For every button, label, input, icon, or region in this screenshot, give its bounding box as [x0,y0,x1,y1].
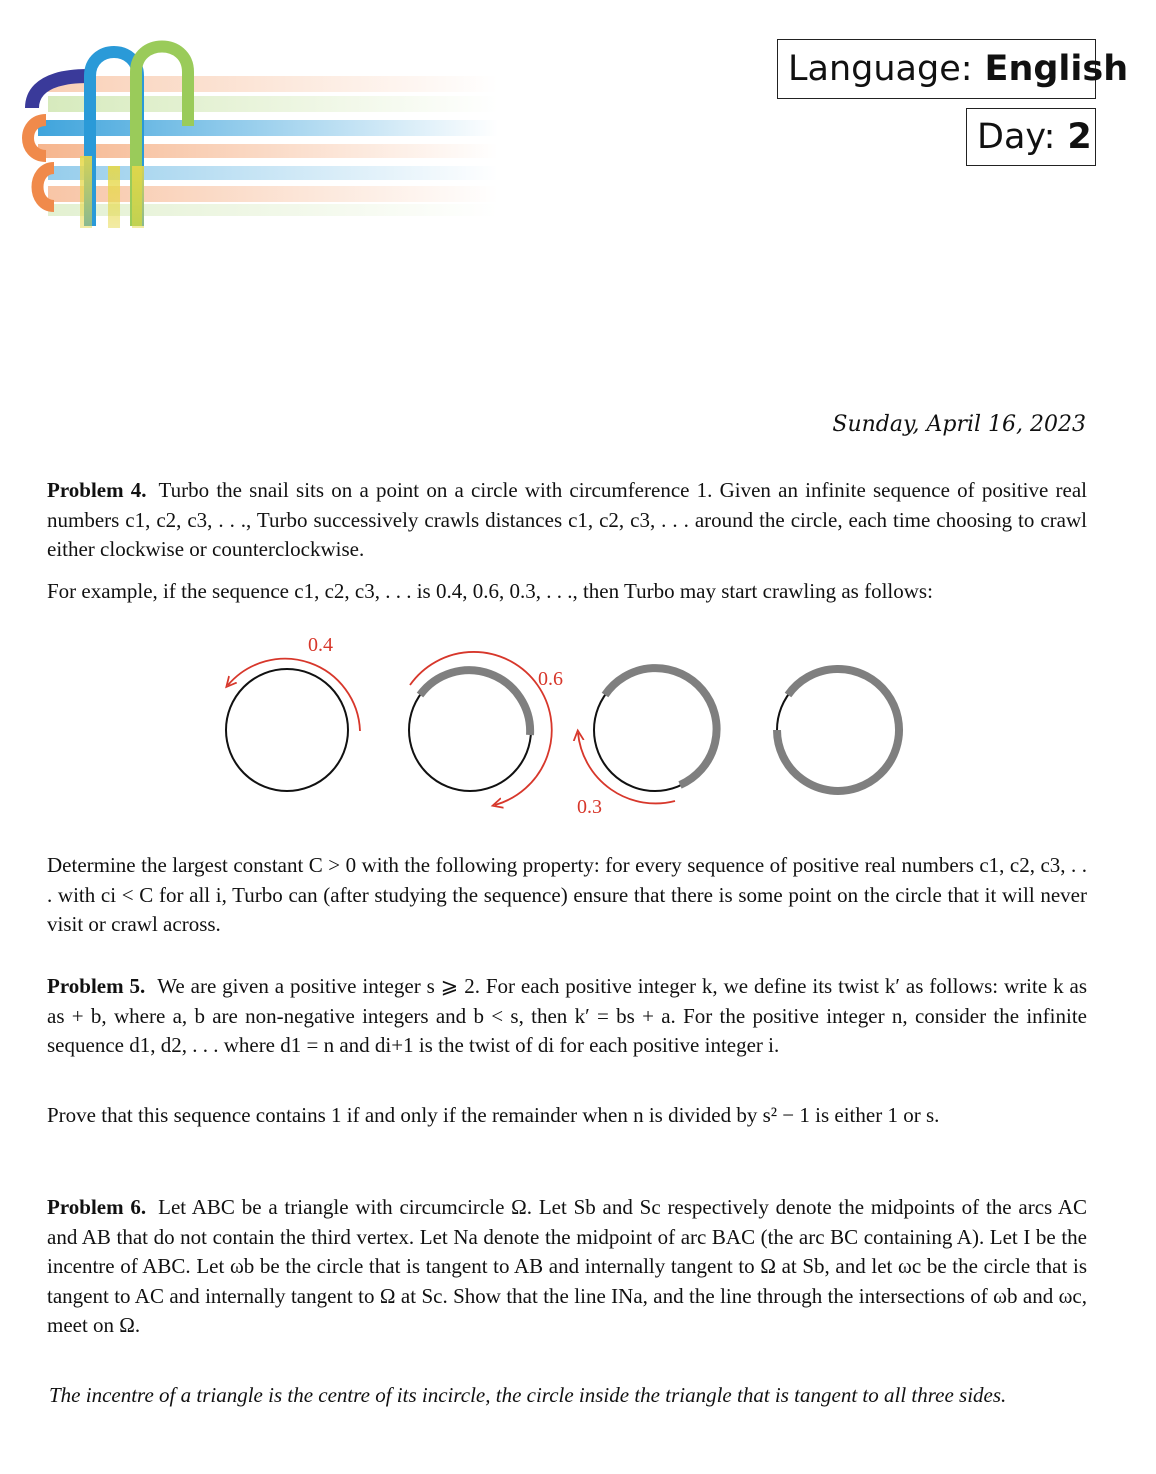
problem-5-body [47,972,1087,1061]
problem-4-question: Determine the largest constant C > 0 with the following property: for every sequence of positive real numbers c1, c2, c3, . . . with ci < C for all i, Turbo can (after studying the sequence) ensure that there is some point on the circle that it will never visit or crawl across. [47,853,1087,936]
egmo-logo [18,36,498,236]
problem-5-heading: Problem 5. [47,974,146,998]
label-0.3: 0.3 [577,796,602,818]
problem-6-body [47,1193,1087,1341]
problem-5-body-text: We are given a positive integer s ⩾ 2. For each positive integer k, we define its twist k′ as follows: write k as as + b, where a, b are non-negative integers and b < s, then k′ = bs + a. For the positive integer n, consider the infinite sequence d1, d2, . . . where d1 = n and di+1 is the twist of di for each positive integer i. [47,974,1087,1057]
exam-date: Sunday, April 16, 2023 [832,412,1086,437]
day-value: 2 [1067,117,1092,157]
diagram-circle-1 [226,669,348,791]
day-box [966,108,1096,166]
problem-4-example: For example, if the sequence c1, c2, c3, . . . is 0.4, 0.6, 0.3, . . ., then Turbo may start crawling as follows: [47,579,933,603]
problem-4-heading: Problem 4. [47,478,147,502]
language-label: Language: [788,49,973,89]
visited-arc-4 [777,669,899,791]
problem-5-claim: Prove that this sequence contains 1 if and only if the remainder when n is divided by s² − 1 is either 1 or s. [47,1103,940,1127]
problem-6-note: The incentre of a triangle is the centre of its incircle, the circle inside the triangle that is tangent to all three sides. [49,1383,1007,1407]
day-label: Day: [977,117,1056,157]
problem-6-heading: Problem 6. [47,1195,147,1219]
turbo-crawl-diagram [210,625,930,825]
problem-4-intro-text: Turbo the snail sits on a point on a circle with circumference 1. Given an infinite sequence of positive real numbers c1, c2, c3, . . ., Turbo successively crawls distances c1, c2, c3, . . . around the circle, each time choosing to crawl either clockwise or counterclockwise. [47,478,1087,561]
visited-arc-2 [420,670,530,735]
problem-6-body-text: Let ABC be a triangle with circumcircle Ω. Let Sb and Sc respectively denote the midpoints of the arcs AC and AB that do not contain the third vertex. Let Na denote the midpoint of arc BAC (the arc BC containing A). Let I be the incentre of ABC. Let ωb be the circle that is tangent to AB and internally tangent to Ω at Sb, and let ωc be the circle that is tangent to AC and internally tangent to Ω at Sc. Show that the line INa, and the line through the intersections of ωb and ωc, meet on Ω. [47,1195,1087,1337]
language-value: English [984,49,1129,89]
problem-4-intro [47,476,1087,565]
label-0.4: 0.4 [308,634,333,656]
visited-arc-3 [605,668,717,785]
label-0.6: 0.6 [538,668,563,690]
language-box [777,39,1129,99]
arc-0.3 [578,733,675,803]
